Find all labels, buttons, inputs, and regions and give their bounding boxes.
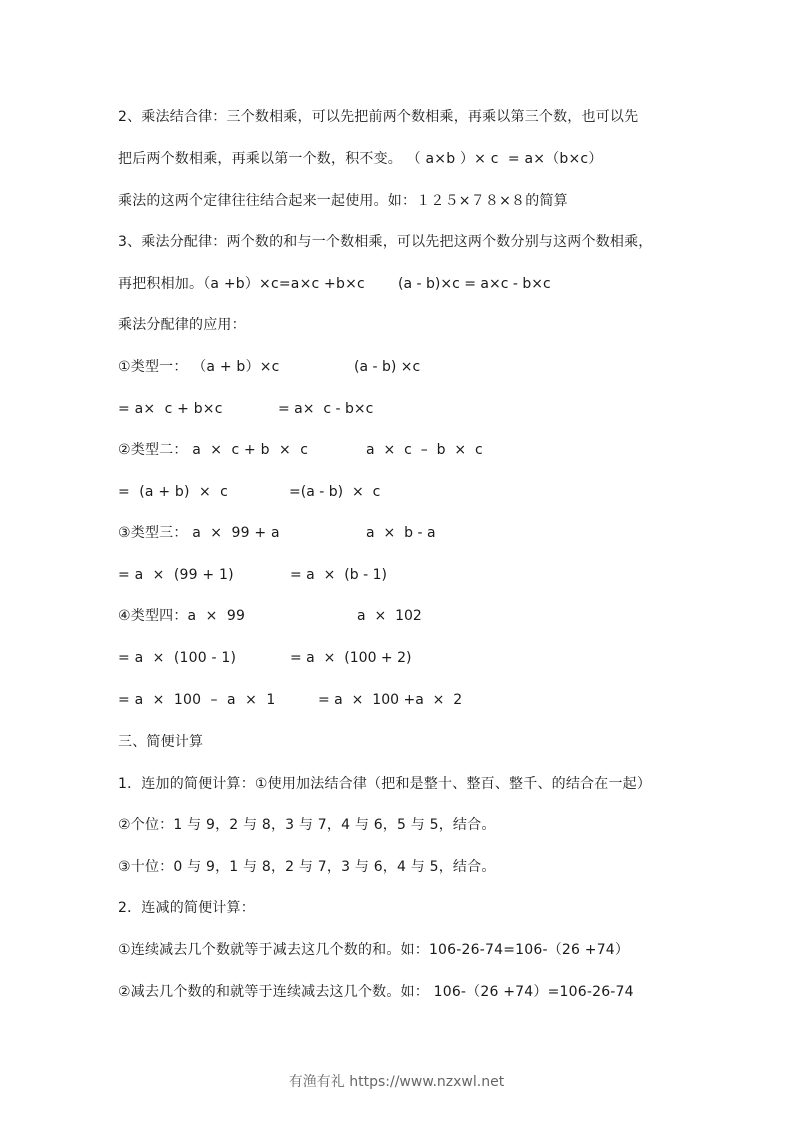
assoc-law-line-1: 2、乘法结合律：三个数相乘，可以先把前两个数相乘，再乘以第三个数，也可以先 xyxy=(118,109,639,125)
type-row-left: ①类型一： （a + b）×c xyxy=(118,359,280,375)
dist-law-line-2-right: (a - b)×c = a×c - b×c xyxy=(398,276,551,292)
type-row-left: = a× c + b×c xyxy=(118,401,223,417)
type-row-right: =(a - b) × c xyxy=(289,484,381,500)
type-row-left: = a × 100 – a × 1 xyxy=(118,692,276,708)
type-row-right: a × b - a xyxy=(366,525,436,541)
assoc-law-line-2: 把后两个数相乘，再乘以第一个数，积不变。 （ a×b ）× c = a×（b×c） xyxy=(118,151,603,167)
type-row-left: ④类型四：a × 99 xyxy=(118,608,246,624)
section-item: ③十位：0 与 9，1 与 8，2 与 7，3 与 6，4 与 5，结合。 xyxy=(118,859,496,875)
type-row-right: = a × (b - 1) xyxy=(290,567,387,583)
type-row-left: = a × (100 - 1) xyxy=(118,650,237,666)
section-item: ①连续减去几个数就等于减去这几个数的和。如：106-26-74=106-（26 +74） xyxy=(118,942,630,958)
section-item: ②减去几个数的和就等于连续减去这几个数。如： 106-（26 +74）=106-26-74 xyxy=(118,984,634,1000)
type-row-left: ③类型三： a × 99 + a xyxy=(118,525,280,541)
type-row-right: = a × (100 + 2) xyxy=(290,650,412,666)
dist-law-line-2: 再把积相加。（a +b）×c=a×c +b×c xyxy=(118,276,365,292)
type-row-right: a × 102 xyxy=(357,608,422,624)
type-row-left: = a × (99 + 1) xyxy=(118,567,234,583)
dist-law-line-1: 3、乘法分配律：两个数的和与一个数相乘，可以先把这两个数分别与这两个数相乘， xyxy=(118,234,653,250)
section-item: ②个位：1 与 9，2 与 8，3 与 7，4 与 6，5 与 5，结合。 xyxy=(118,817,496,833)
dist-law-application: 乘法分配律的应用： xyxy=(118,317,246,333)
footer-watermark: 有渔有礼 https://www.nzxwl.net xyxy=(288,1074,505,1090)
type-row-right: = a × 100 +a × 2 xyxy=(318,692,463,708)
type-row-right: = a× c - b×c xyxy=(278,401,374,417)
type-row-right: (a - b) ×c xyxy=(354,359,421,375)
section-item: 1．连加的简便计算：①使用加法结合律（把和是整十、整百、整千、的结合在一起） xyxy=(118,776,652,792)
section-item: 2．连减的简便计算： xyxy=(118,900,255,916)
type-row-right: a × c – b × c xyxy=(366,442,483,458)
type-row-left: ②类型二： a × c + b × c xyxy=(118,442,309,458)
assoc-law-line-3: 乘法的这两个定律往往结合起来一起使用。如：１２５×７８×８的简算 xyxy=(118,193,568,209)
section-heading: 三、简便计算 xyxy=(118,734,204,750)
type-row-left: = (a + b) × c xyxy=(118,484,229,500)
